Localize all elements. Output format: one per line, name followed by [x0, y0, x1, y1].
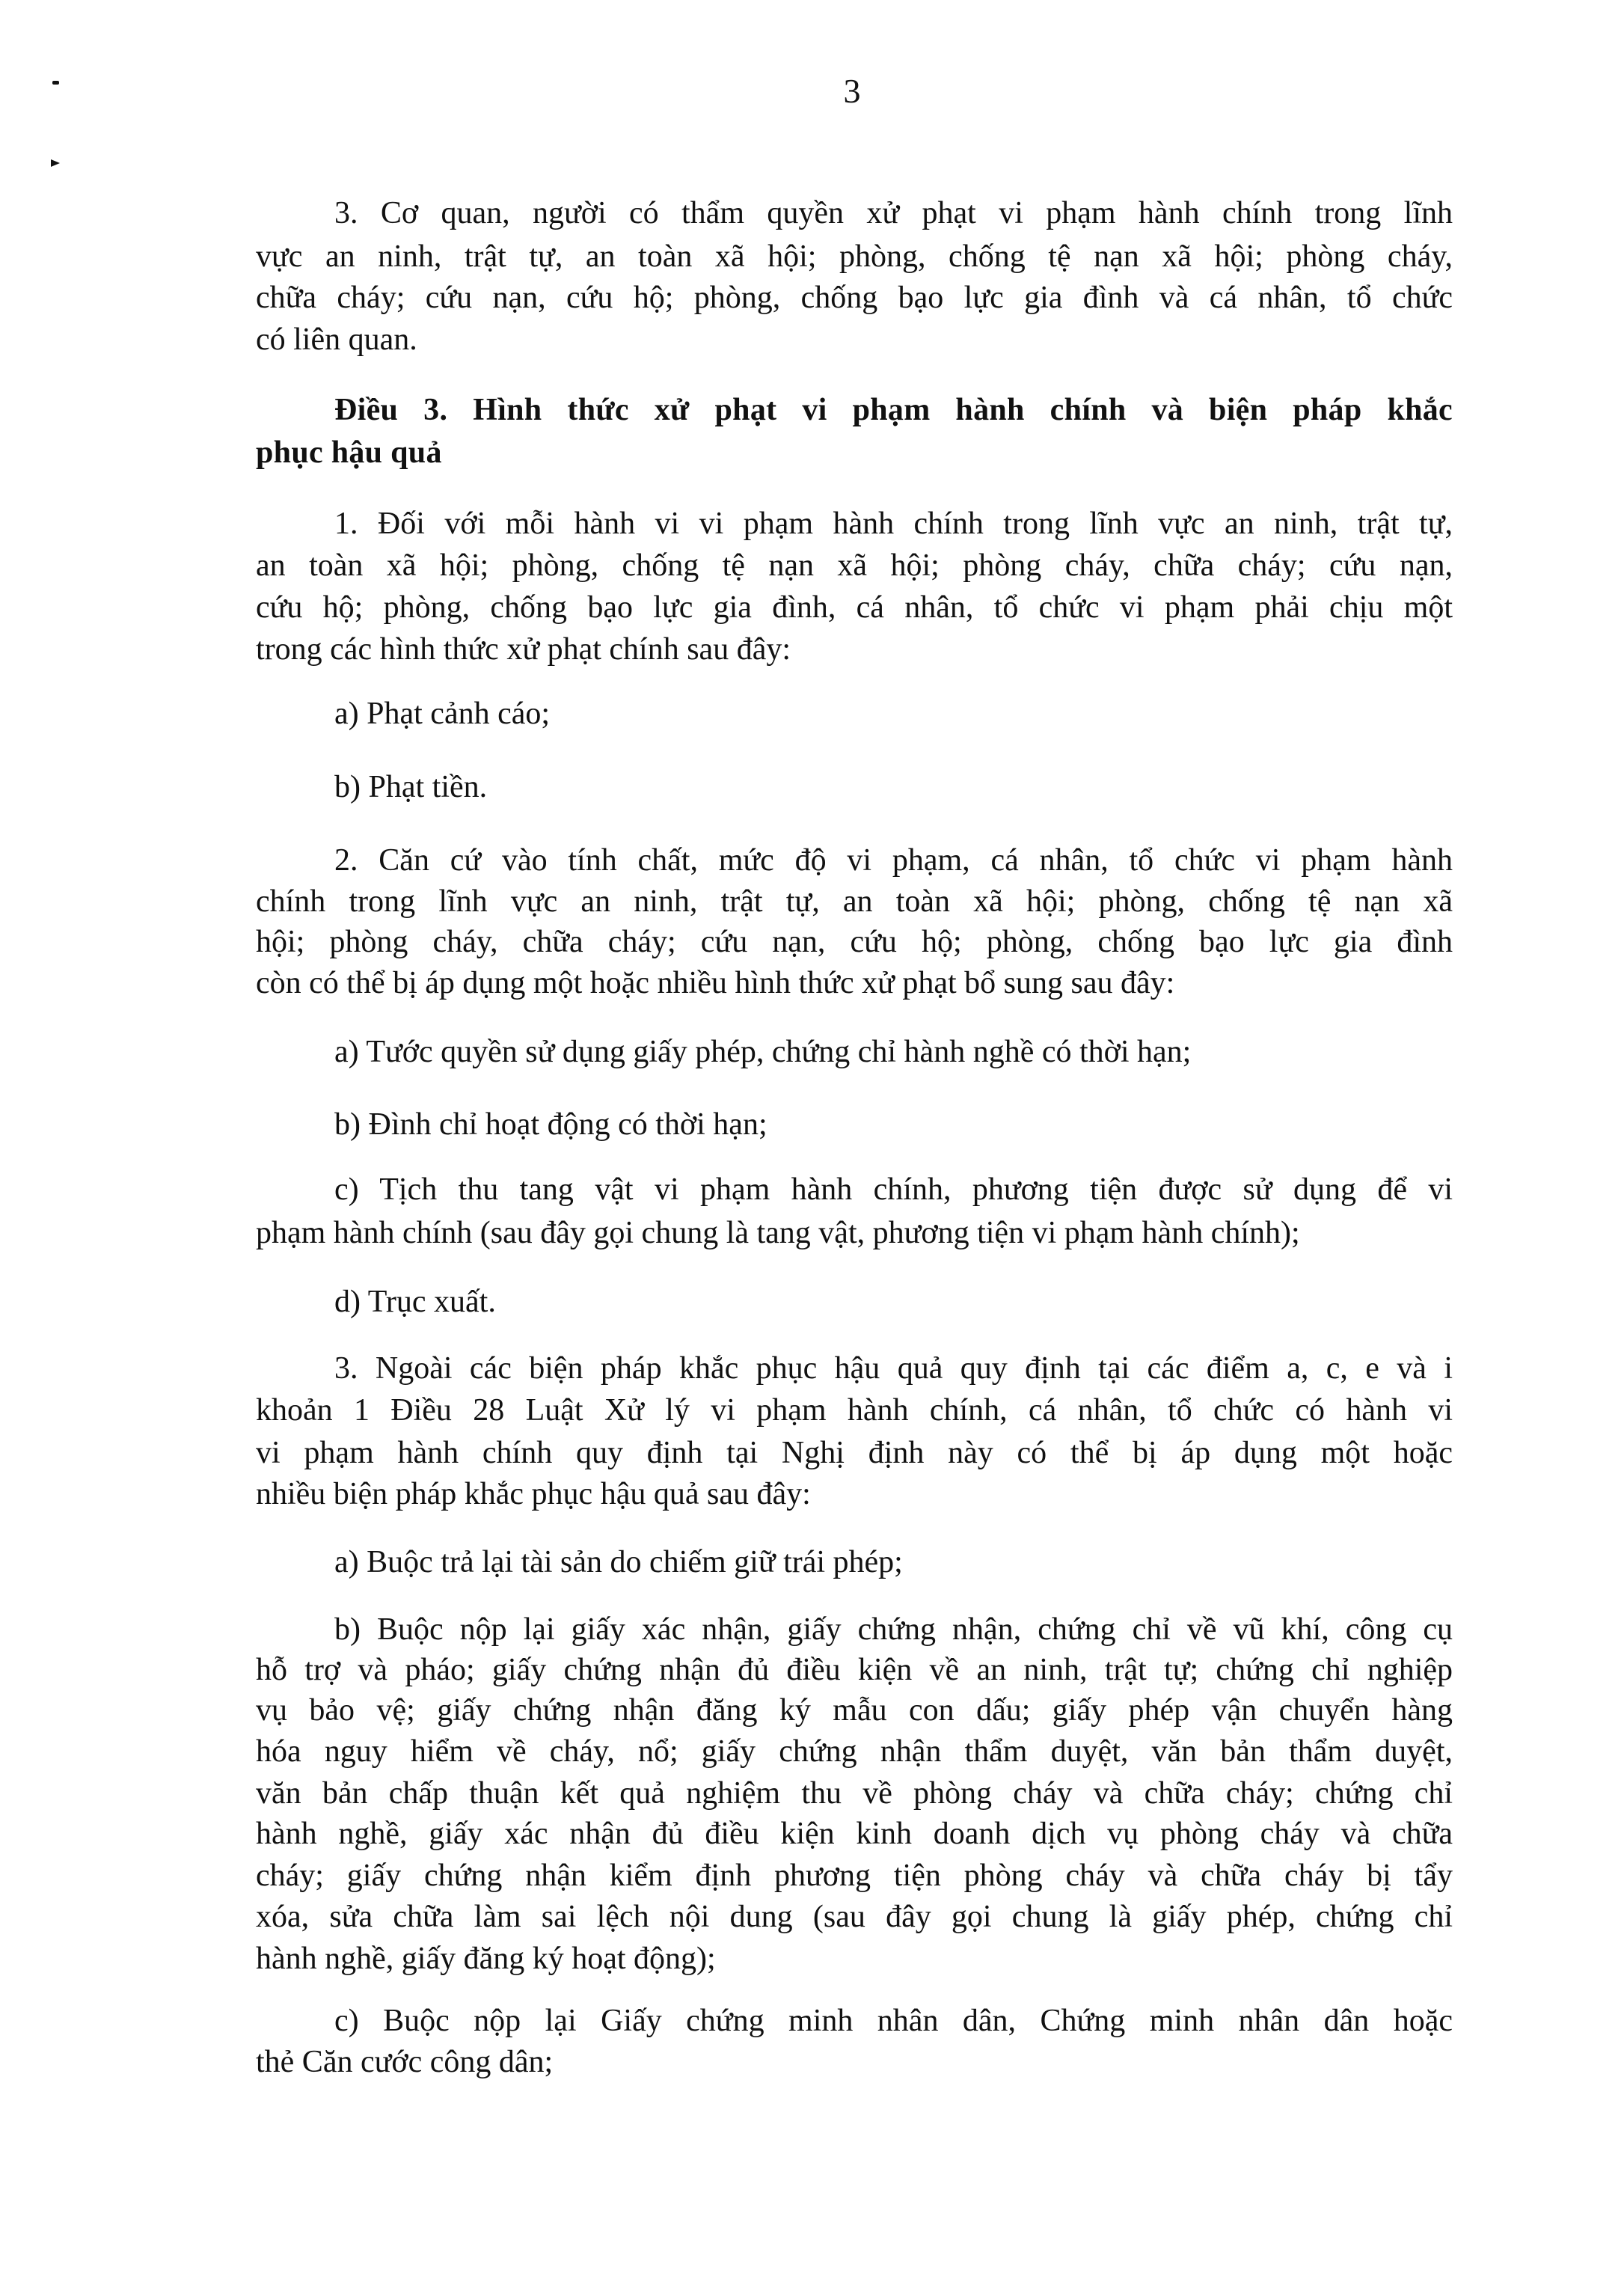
text-line: a) Tước quyền sử dụng giấy phép, chứng chỉ hành nghề có thời hạn; [334, 1035, 1192, 1069]
text-line: chính trong lĩnh vực an ninh, trật tự, an toàn xã hội; phòng, chống tệ nạn xã [256, 884, 1453, 919]
text-line: d) Trục xuất. [334, 1285, 496, 1319]
text-line: còn có thể bị áp dụng một hoặc nhiều hình thức xử phạt bổ sung sau đây: [256, 966, 1175, 1000]
text-line: phạm hành chính (sau đây gọi chung là tang vật, phương tiện vi phạm hành chính); [256, 1216, 1300, 1250]
text-line: xóa, sửa chữa làm sai lệch nội dung (sau đây gọi chung là giấy phép, chứng chỉ [256, 1900, 1453, 1934]
text-line: Điều 3. Hình thức xử phạt vi phạm hành chính và biện pháp khắc [334, 393, 1453, 427]
text-line: b) Buộc nộp lại giấy xác nhận, giấy chứng nhận, chứng chỉ về vũ khí, công cụ [334, 1612, 1453, 1647]
text-line: c) Tịch thu tang vật vi phạm hành chính, phương tiện được sử dụng để vi [334, 1172, 1453, 1207]
text-line: hành nghề, giấy đăng ký hoạt động); [256, 1942, 716, 1976]
text-line: nhiều biện pháp khắc phục hậu quả sau đây: [256, 1477, 811, 1511]
scan-speck-mark [52, 81, 59, 85]
text-line: 1. Đối với mỗi hành vi vi phạm hành chính trong lĩnh vực an ninh, trật tự, [334, 507, 1453, 541]
text-line: hỗ trợ và pháo; giấy chứng nhận đủ điều kiện về an ninh, trật tự; chứng chỉ nghiệp [256, 1653, 1453, 1687]
text-line: cứu hộ; phòng, chống bạo lực gia đình, cá nhân, tổ chức vi phạm phải chịu một [256, 590, 1453, 625]
text-line: 3. Cơ quan, người có thẩm quyền xử phạt vi phạm hành chính trong lĩnh [334, 196, 1453, 230]
scan-arrow-mark [51, 159, 60, 167]
text-line: a) Buộc trả lại tài sản do chiếm giữ trái phép; [334, 1545, 903, 1579]
text-line: có liên quan. [256, 322, 417, 357]
page-number: 3 [843, 72, 861, 110]
text-line: a) Phạt cảnh cáo; [334, 697, 551, 731]
text-line: 3. Ngoài các biện pháp khắc phục hậu quả quy định tại các điểm a, c, e và i [334, 1351, 1453, 1386]
text-line: trong các hình thức xử phạt chính sau đây: [256, 632, 791, 667]
text-line: cháy; giấy chứng nhận kiểm định phương tiện phòng cháy và chữa cháy bị tẩy [256, 1859, 1453, 1893]
text-line: 2. Căn cứ vào tính chất, mức độ vi phạm, cá nhân, tổ chức vi phạm hành [334, 843, 1453, 878]
text-line: hội; phòng cháy, chữa cháy; cứu nạn, cứu hộ; phòng, chống bạo lực gia đình [256, 925, 1453, 959]
text-line: khoản 1 Điều 28 Luật Xử lý vi phạm hành chính, cá nhân, tổ chức có hành vi [256, 1393, 1453, 1428]
text-line: c) Buộc nộp lại Giấy chứng minh nhân dân, Chứng minh nhân dân hoặc [334, 2004, 1453, 2038]
text-line: hóa nguy hiểm về cháy, nổ; giấy chứng nhận thẩm duyệt, văn bản thẩm duyệt, [256, 1734, 1453, 1769]
text-line: văn bản chấp thuận kết quả nghiệm thu về phòng cháy và chữa cháy; chứng chỉ [256, 1776, 1453, 1811]
text-line: vực an ninh, trật tự, an toàn xã hội; phòng, chống tệ nạn xã hội; phòng cháy, [256, 239, 1453, 274]
text-line: vi phạm hành chính quy định tại Nghị định này có thể bị áp dụng một hoặc [256, 1436, 1453, 1470]
text-line: an toàn xã hội; phòng, chống tệ nạn xã hội; phòng cháy, chữa cháy; cứu nạn, [256, 548, 1453, 583]
text-line: thẻ Căn cước công dân; [256, 2045, 554, 2079]
text-line: hành nghề, giấy xác nhận đủ điều kiện kinh doanh dịch vụ phòng cháy và chữa [256, 1817, 1453, 1851]
text-line: b) Đình chỉ hoạt động có thời hạn; [334, 1107, 767, 1142]
text-line: vụ bảo vệ; giấy chứng nhận đăng ký mẫu con dấu; giấy phép vận chuyển hàng [256, 1693, 1453, 1728]
text-line: phục hậu quả [256, 435, 442, 470]
text-line: b) Phạt tiền. [334, 770, 488, 804]
text-line: chữa cháy; cứu nạn, cứu hộ; phòng, chống bạo lực gia đình và cá nhân, tổ chức [256, 281, 1453, 315]
